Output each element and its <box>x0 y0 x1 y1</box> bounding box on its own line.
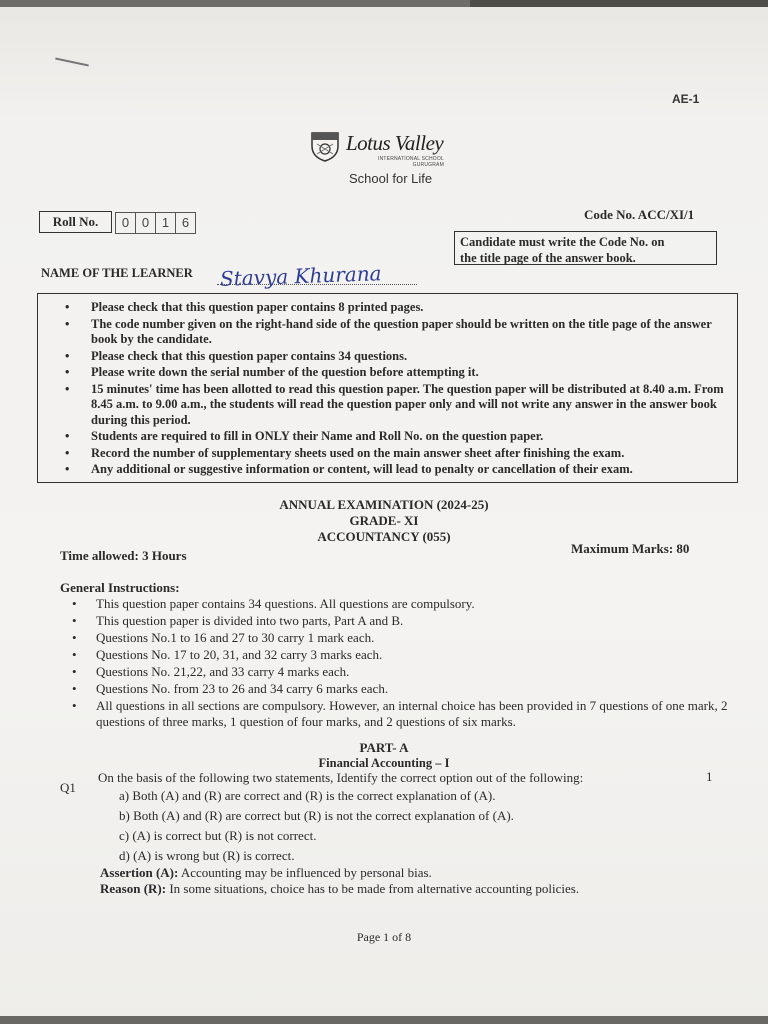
exam-grade: GRADE- XI <box>349 513 419 528</box>
code-number: Code No. ACC/XI/1 <box>584 207 695 222</box>
reason-text: In some situations, choice has to be made from alternative accounting policies. <box>166 881 580 896</box>
instruction-item: • Any additional or suggestive information or content, will lead to penalty or cancellation of their exam. <box>48 462 731 478</box>
code-note-box <box>454 231 717 265</box>
reason-label: Reason (R): <box>100 881 167 896</box>
general-instruction-item: • This question paper is divided into two parts, Part A and B. <box>70 613 730 629</box>
pen-mark <box>55 57 89 66</box>
roll-digit: 0 <box>115 212 136 234</box>
instruction-item: • The code number given on the right-hand side of the question paper should be written on the title page of the answer book by the candidate. <box>48 317 731 348</box>
question-text: On the basis of the following two statements, Identify the correct option out of the following: <box>98 770 584 785</box>
school-subtitle: INTERNATIONAL SCHOOL GURUGRAM <box>378 156 444 168</box>
code-note-line: the title page of the answer book. <box>460 251 636 265</box>
general-instruction-item: • Questions No. 17 to 20, 31, and 32 carry 3 marks each. <box>70 647 730 663</box>
code-note-line: Candidate must write the Code No. on <box>460 235 665 249</box>
page-number: Page 1 of 8 <box>356 930 412 944</box>
roll-number-boxes <box>116 212 196 234</box>
learner-name-label: NAME OF THE LEARNER <box>41 266 193 280</box>
school-name: Lotus Valley <box>346 131 444 155</box>
time-allowed: Time allowed: 3 Hours <box>60 548 187 563</box>
question-number: Q1 <box>60 780 76 795</box>
instruction-item: • Students are required to fill in ONLY their Name and Roll No. on the question paper. <box>48 429 731 445</box>
instruction-item: • Please check that this question paper contains 34 questions. <box>48 349 731 365</box>
roll-number-label: Roll No. <box>39 211 112 233</box>
general-instruction-item: • All questions in all sections are compulsory. However, an internal choice has been provided in 7 questions of one mark, 2 questions of three marks, 1 question of four marks, and 2 questions of six marks. <box>70 698 730 729</box>
reason <box>100 881 579 897</box>
roll-digit: 6 <box>175 212 196 234</box>
instruction-item: • Please write down the serial number of the question before attempting it. <box>48 365 731 381</box>
assertion-label: Assertion (A): <box>100 865 179 880</box>
school-tagline: School for Life <box>349 171 433 186</box>
assertion <box>100 865 432 881</box>
answer-option: b) Both (A) and (R) are correct but (R) is not the correct explanation of (A). <box>119 808 514 823</box>
general-instructions-title: General Instructions: <box>60 580 180 595</box>
part-title: PART- A <box>359 740 409 755</box>
instructions-box <box>37 293 738 483</box>
paper-code-tag: AE-1 <box>672 92 700 106</box>
part-subtitle: Financial Accounting – I <box>318 756 450 770</box>
handwritten-learner-name: Stavya Khurana <box>219 261 382 291</box>
general-instruction-item: • Questions No. 21,22, and 33 carry 4 marks each. <box>70 664 730 680</box>
maximum-marks: Maximum Marks: 80 <box>571 541 690 556</box>
instruction-item: • Record the number of supplementary sheets used on the main answer sheet after finishing the exam. <box>48 446 731 462</box>
assertion-text: Accounting may be influenced by personal bias. <box>178 865 432 880</box>
crest-icon <box>307 127 343 163</box>
exam-subject: ACCOUNTANCY (055) <box>317 529 451 544</box>
general-instruction-item: • Questions No.1 to 16 and 27 to 30 carry 1 mark each. <box>70 630 730 646</box>
answer-option: a) Both (A) and (R) are correct and (R) is the correct explanation of (A). <box>119 788 496 803</box>
school-logo <box>307 127 467 193</box>
exam-title: ANNUAL EXAMINATION (2024-25) <box>279 497 489 512</box>
general-instruction-item: • Questions No. from 23 to 26 and 34 carry 6 marks each. <box>70 681 730 697</box>
general-instructions-list <box>70 596 730 731</box>
question-marks: 1 <box>706 769 713 784</box>
answer-option: d) (A) is wrong but (R) is correct. <box>119 848 295 863</box>
roll-digit: 1 <box>155 212 176 234</box>
instruction-item: • Please check that this question paper contains 8 printed pages. <box>48 300 731 316</box>
roll-digit: 0 <box>135 212 156 234</box>
answer-option: c) (A) is correct but (R) is not correct. <box>119 828 317 843</box>
paper-top-edge-dark <box>470 0 768 7</box>
general-instruction-item: • This question paper contains 34 questions. All questions are compulsory. <box>70 596 730 612</box>
paper-bottom-edge <box>0 1016 768 1024</box>
instruction-item: • 15 minutes' time has been allotted to read this question paper. The question paper will be distributed at 8.40 a.m. From 8.45 a.m. to 9.00 a.m., the students will read the question paper only and will not write any answer in the answer book during this period. <box>48 382 731 429</box>
